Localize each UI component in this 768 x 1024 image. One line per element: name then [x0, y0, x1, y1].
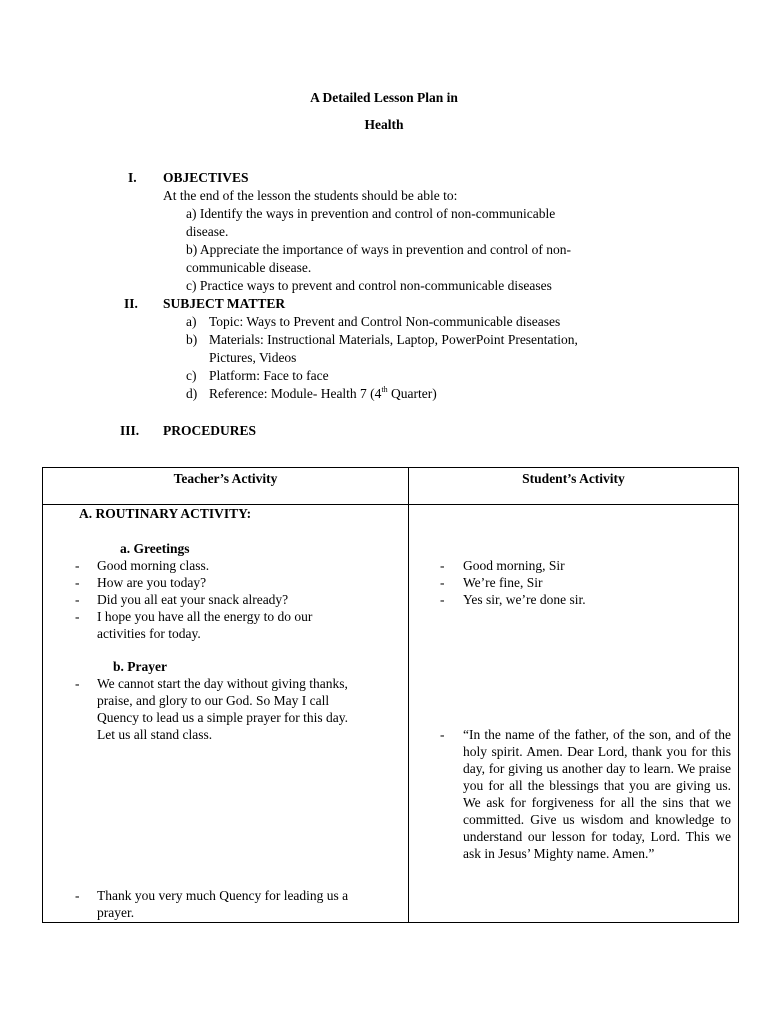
greetings-heading: a. Greetings — [120, 541, 190, 556]
subject-item-letter: b) — [186, 332, 198, 347]
procedures-table — [42, 467, 739, 923]
list-item: Good morning class. — [97, 558, 210, 573]
section-heading-objectives: OBJECTIVES — [163, 170, 249, 185]
subject-item-materials-cont: Pictures, Videos — [209, 350, 297, 365]
list-bullet: - — [75, 609, 80, 624]
list-item-cont: activities for today. — [97, 626, 201, 641]
teacher-activity-header: Teacher’s Activity — [43, 468, 409, 505]
prayer-heading: b. Prayer — [113, 659, 167, 674]
list-item-cont: praise, and glory to our God. So May I call — [97, 693, 330, 708]
subject-item-topic: Topic: Ways to Prevent and Control Non-communicable diseases — [209, 314, 561, 329]
objective-b-line1: b) Appreciate the importance of ways in prevention and control of non- — [186, 242, 572, 257]
student-activity-header: Student’s Activity — [409, 468, 739, 505]
objective-c-line1: c) Practice ways to prevent and control non-communicable diseases — [186, 278, 552, 293]
list-bullet: - — [75, 558, 80, 573]
list-item: I hope you have all the energy to do our — [97, 609, 313, 624]
section-heading-procedures: PROCEDURES — [163, 423, 257, 438]
routinary-activity-heading: A. ROUTINARY ACTIVITY: — [79, 506, 252, 521]
student-prayer-text: “In the name of the father, of the son, and of the holy spirit. Amen. Dear Lord, thank you for this day, for giving us another day to learn. We praise you for all the blessings that you are giving us. We ask for forgiveness for all the sins that we committed. Give us wisdom and knowledge to understand our lesson for today, Lord. This we ask in Jesus’ Mighty name. Amen.” — [463, 727, 731, 861]
section-number-objectives: I. — [128, 170, 137, 185]
list-item-cont: Let us all stand class. — [97, 727, 213, 742]
objective-a-line1: a) Identify the ways in prevention and control of non-communicable — [186, 206, 556, 221]
list-item: Did you all eat your snack already? — [97, 592, 289, 607]
section-number-subject-matter: II. — [124, 296, 138, 311]
objectives-intro: At the end of the lesson the students should be able to: — [163, 188, 458, 203]
subject-item-letter: c) — [186, 368, 197, 383]
student-activity-cell — [409, 505, 739, 923]
subject-item-letter: a) — [186, 314, 197, 329]
subject-item-letter: d) — [186, 386, 198, 401]
document-title: A Detailed Lesson Plan in — [310, 90, 458, 105]
objective-a-line2: disease. — [186, 224, 229, 239]
list-item: We cannot start the day without giving thanks, — [97, 676, 348, 691]
list-item: We’re fine, Sir — [463, 575, 543, 590]
list-bullet: - — [440, 558, 445, 573]
teacher-activity-cell — [43, 505, 409, 923]
list-item-cont: Quency to lead us a simple prayer for this day. — [97, 710, 349, 725]
list-item-cont: prayer. — [97, 905, 135, 920]
list-item: How are you today? — [97, 575, 207, 590]
list-item: Thank you very much Quency for leading us a — [97, 888, 349, 903]
list-item: Yes sir, we’re done sir. — [463, 592, 586, 607]
list-bullet: - — [75, 676, 80, 691]
objective-b-line2: communicable disease. — [186, 260, 312, 275]
list-bullet: - — [440, 727, 445, 742]
subject-item-reference: Reference: Module- Health 7 (4th Quarter) — [209, 384, 437, 401]
document-subject: Health — [364, 117, 404, 132]
list-bullet: - — [75, 888, 80, 903]
subject-item-materials: Materials: Instructional Materials, Laptop, PowerPoint Presentation, — [209, 332, 578, 347]
section-heading-subject-matter: SUBJECT MATTER — [163, 296, 286, 311]
list-bullet: - — [440, 592, 445, 607]
section-number-procedures: III. — [120, 423, 140, 438]
list-bullet: - — [75, 592, 80, 607]
list-bullet: - — [440, 575, 445, 590]
subject-item-platform: Platform: Face to face — [209, 368, 329, 383]
list-bullet: - — [75, 575, 80, 590]
list-item: Good morning, Sir — [463, 558, 565, 573]
